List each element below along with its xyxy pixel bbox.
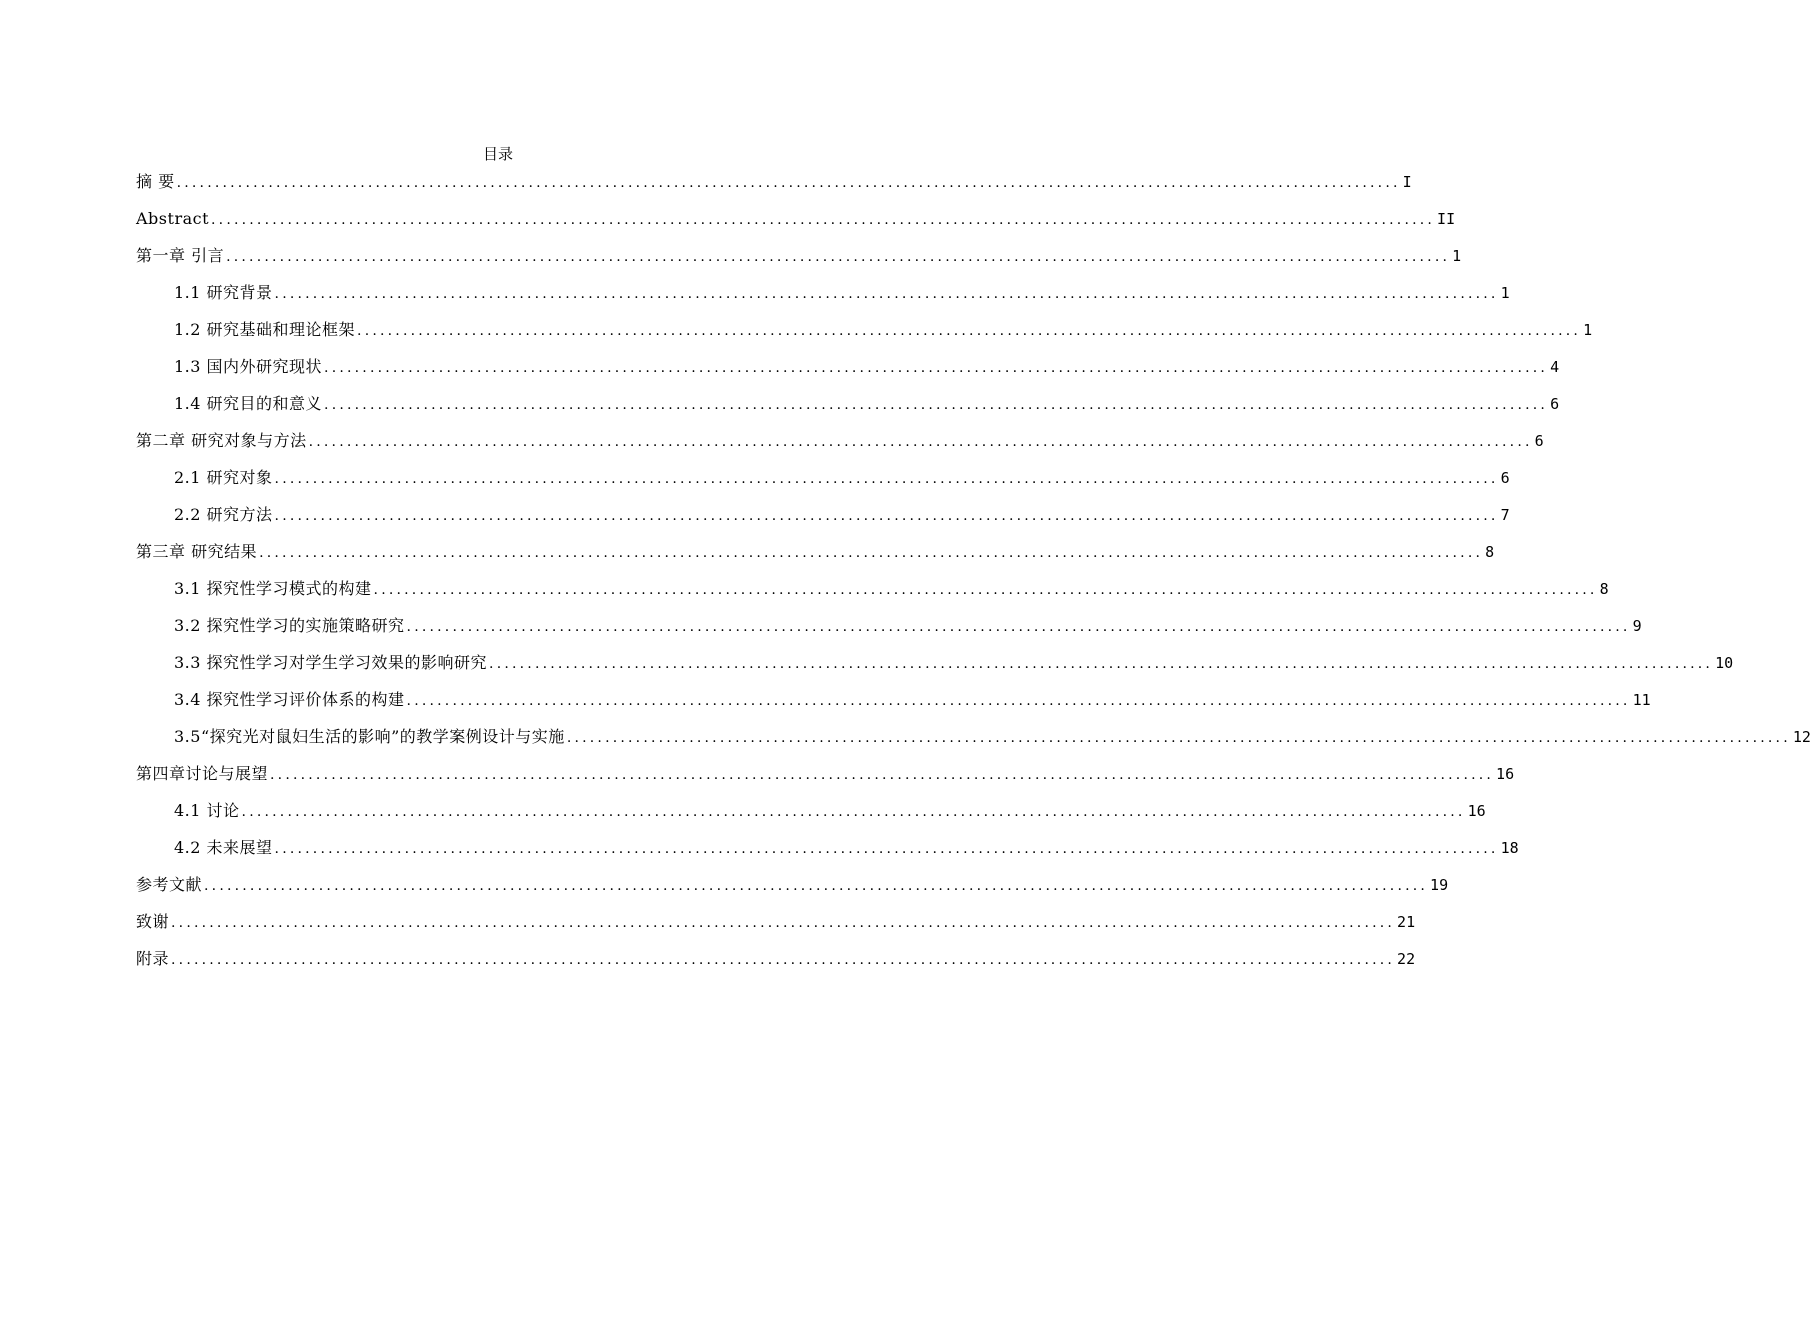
toc-dot-leader: ................................................................................................................................................................	[241, 804, 1466, 820]
toc-entry-page: 9	[1632, 617, 1642, 635]
toc-entry[interactable]	[136, 911, 1416, 948]
toc-entry-page: 1	[1500, 284, 1510, 302]
toc-dot-leader: ................................................................................................................................................................	[171, 952, 1396, 968]
toc-entry-page: 22	[1397, 950, 1416, 968]
toc-entry-label: 第二章 研究对象与方法	[136, 431, 307, 450]
toc-dot-leader: ................................................................................................................................................................	[324, 397, 1549, 413]
toc-dot-leader: ................................................................................................................................................................	[406, 619, 1631, 635]
toc-entry-label: 1.1 研究背景	[174, 283, 273, 302]
toc-dot-leader: ................................................................................................................................................................	[274, 508, 1499, 524]
toc-entry-page: 10	[1715, 654, 1734, 672]
toc-entry[interactable]	[136, 874, 1449, 911]
toc-entry-label: 3.4 探究性学习评价体系的构建	[174, 690, 405, 709]
toc-entry[interactable]	[136, 652, 1734, 689]
toc-entry[interactable]	[136, 726, 1811, 763]
toc-entry[interactable]	[136, 837, 1519, 874]
toc-entry-page: 16	[1467, 802, 1486, 820]
toc-entry-label: 3.5“探究光对鼠妇生活的影响”的教学案例设计与实施	[174, 727, 565, 746]
toc-entry[interactable]	[136, 541, 1495, 578]
toc-entry-page: 6	[1534, 432, 1544, 450]
toc-entry-page: 11	[1632, 691, 1651, 709]
toc-entry-label: 1.2 研究基础和理论框架	[174, 320, 356, 339]
toc-entry[interactable]	[136, 245, 1462, 282]
toc-list	[136, 171, 1811, 985]
toc-entry[interactable]	[136, 948, 1416, 985]
toc-entry[interactable]	[136, 467, 1510, 504]
toc-entry-label: 3.2 探究性学习的实施策略研究	[174, 616, 405, 635]
toc-entry-label: 4.2 未来展望	[174, 838, 273, 857]
toc-entry-page: 18	[1500, 839, 1519, 857]
toc-entry[interactable]	[136, 615, 1642, 652]
toc-dot-leader: ................................................................................................................................................................	[373, 582, 1598, 598]
toc-entry-label: 2.1 研究对象	[174, 468, 273, 487]
toc-entry-label: 致谢	[136, 912, 170, 931]
toc-entry-label: 第三章 研究结果	[136, 542, 258, 561]
toc-entry-label: 1.4 研究目的和意义	[174, 394, 323, 413]
toc-entry-page: 8	[1485, 543, 1495, 561]
toc-dot-leader: ................................................................................................................................................................	[211, 212, 1436, 228]
toc-entry[interactable]	[136, 578, 1609, 615]
toc-title: 目录	[482, 145, 513, 163]
toc-dot-leader: ................................................................................................................................................................	[176, 175, 1401, 191]
toc-entry-page: 16	[1496, 765, 1515, 783]
toc-entry-label: 附录	[136, 949, 170, 968]
toc-entry[interactable]	[136, 208, 1456, 245]
toc-entry-label: 3.3 探究性学习对学生学习效果的影响研究	[174, 653, 488, 672]
toc-dot-leader: ................................................................................................................................................................	[226, 249, 1451, 265]
toc-dot-leader: ................................................................................................................................................................	[308, 434, 1533, 450]
toc-dot-leader: ................................................................................................................................................................	[274, 471, 1499, 487]
toc-entry-label: 第四章讨论与展望	[136, 764, 269, 783]
toc-entry[interactable]	[136, 319, 1593, 356]
toc-entry[interactable]	[136, 282, 1510, 319]
toc-dot-leader: ................................................................................................................................................................	[489, 656, 1714, 672]
toc-dot-leader: ................................................................................................................................................................	[204, 878, 1429, 894]
toc-entry-page: I	[1402, 173, 1412, 191]
toc-entry[interactable]	[136, 689, 1651, 726]
toc-entry-page: 19	[1430, 876, 1449, 894]
toc-entry-page: 1	[1452, 247, 1462, 265]
toc-entry-page: 6	[1550, 395, 1560, 413]
toc-entry-label: 1.3 国内外研究现状	[174, 357, 323, 376]
toc-dot-leader: ................................................................................................................................................................	[274, 286, 1499, 302]
toc-dot-leader: ................................................................................................................................................................	[171, 915, 1396, 931]
toc-entry-page: 8	[1599, 580, 1609, 598]
toc-entry-page: II	[1437, 210, 1456, 228]
toc-entry-label: 摘 要	[136, 172, 175, 191]
toc-entry-page: 6	[1500, 469, 1510, 487]
toc-entry[interactable]	[136, 800, 1486, 837]
toc-dot-leader: ................................................................................................................................................................	[259, 545, 1484, 561]
toc-entry[interactable]	[136, 171, 1412, 208]
toc-entry-page: 7	[1500, 506, 1510, 524]
toc-entry-page: 1	[1583, 321, 1593, 339]
toc-entry-page: 4	[1550, 358, 1560, 376]
toc-entry-label: 参考文献	[136, 875, 203, 894]
toc-entry-label: Abstract	[136, 209, 210, 228]
toc-dot-leader: ................................................................................................................................................................	[357, 323, 1582, 339]
toc-entry-label: 第一章 引言	[136, 246, 225, 265]
toc-entry-label: 3.1 探究性学习模式的构建	[174, 579, 372, 598]
toc-dot-leader: ................................................................................................................................................................	[324, 360, 1549, 376]
toc-entry-page: 12	[1792, 728, 1811, 746]
toc-entry-label: 2.2 研究方法	[174, 505, 273, 524]
toc-entry[interactable]	[136, 763, 1515, 800]
toc-dot-leader: ................................................................................................................................................................	[406, 693, 1631, 709]
toc-entry[interactable]	[136, 356, 1560, 393]
toc-dot-leader: ................................................................................................................................................................	[566, 730, 1791, 746]
toc-entry[interactable]	[136, 393, 1560, 430]
toc-entry[interactable]	[136, 430, 1544, 467]
toc-entry-page: 21	[1397, 913, 1416, 931]
toc-entry[interactable]	[136, 504, 1510, 541]
toc-dot-leader: ................................................................................................................................................................	[274, 841, 1499, 857]
toc-entry-label: 4.1 讨论	[174, 801, 240, 820]
toc-dot-leader: ................................................................................................................................................................	[270, 767, 1495, 783]
